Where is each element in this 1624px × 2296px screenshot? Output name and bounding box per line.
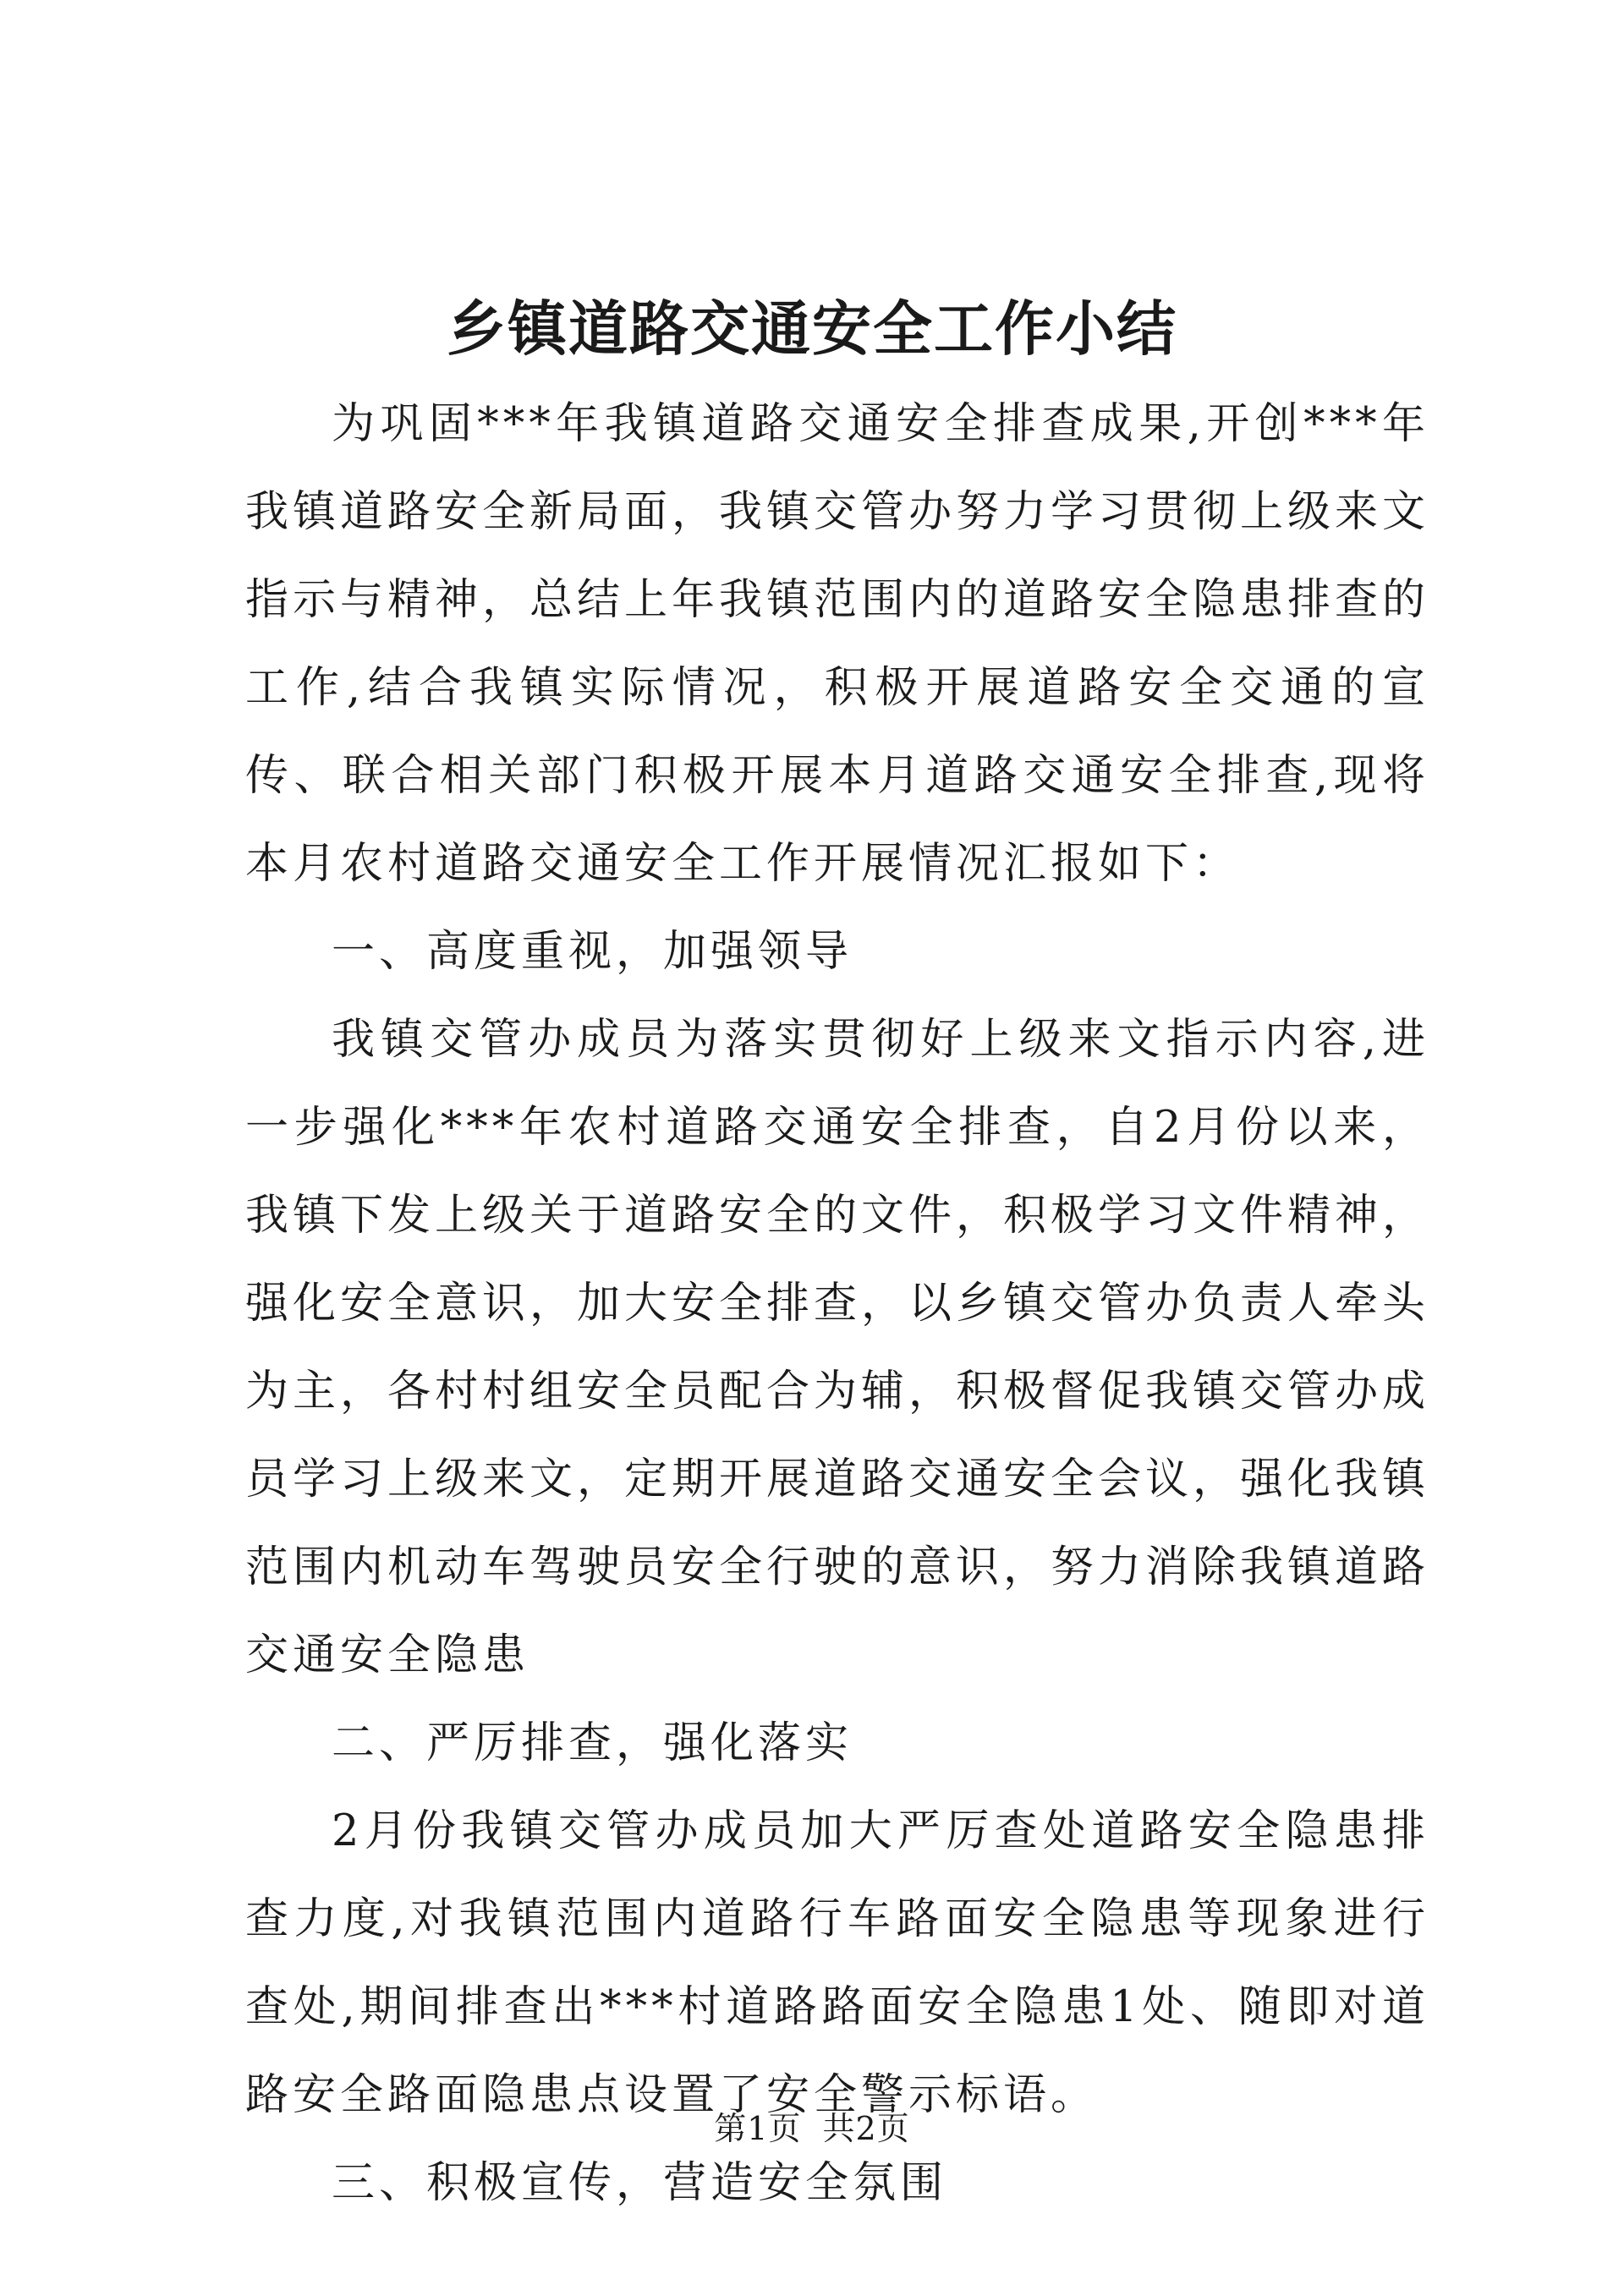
page-number: 第1页	[714, 2110, 802, 2147]
section-heading-2: 二、严厉排查，强化落实	[332, 1718, 853, 1768]
document-title: 乡镇道路交通安全工作小结	[447, 293, 1177, 364]
document-body	[245, 381, 1429, 2228]
section-1-paragraph: 我镇交管办成员为落实贯彻好上级来文指示内容,进一步强化***年农村道路交通安全排查，自2月份以来，我镇下发上级关于道路安全的文件，积极学习文件精神，强化安全意识，加大安全排查，以乡镇交管办负责人牵头为主，各村村组安全员配合为辅，积极督促我镇交管办成员学习上级来文，定期开展道路交通安全会议，强化我镇范围内机动车驾驶员安全行驶的意识，努力消除我镇道路交通安全隐患	[245, 1015, 1430, 1680]
section-heading-1: 一、高度重视，加强领导	[332, 927, 853, 977]
section-heading-3: 三、积极宣传，营造安全氛围	[332, 2158, 948, 2208]
section-2-paragraph: 2月份我镇交管办成员加大严厉查处道路安全隐患排查力度,对我镇范围内道路行车路面安全隐患等现象进行查处,期间排查出***村道路路面安全隐患1处、随即对道路安全路面隐患点设置了安全警示标语。	[245, 1806, 1429, 2120]
page-total: 共2页	[822, 2110, 910, 2147]
intro-paragraph: 为巩固***年我镇道路交通安全排查成果,开创***年我镇道路安全新局面，我镇交管办努力学习贯彻上级来文指示与精神，总结上年我镇范围内的道路安全隐患排查的工作,结合我镇实际情况，积极开展道路安全交通的宣传、联合相关部门积极开展本月道路交通安全排查,现将本月农村道路交通安全工作开展情况汇报如下：	[245, 399, 1430, 889]
page-footer	[0, 2107, 1624, 2150]
